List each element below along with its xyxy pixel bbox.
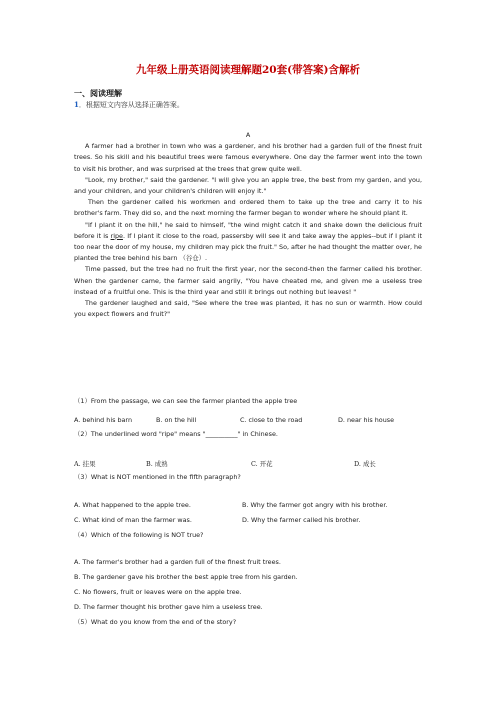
paragraph-6: The gardener laughed and said, "See where the tree was planted, it has no sun or warmth. How could you expect flowers and fruit?" [74,299,422,319]
q3-option-b: B. Why the farmer got angry with his brother. [242,501,388,509]
question-5-stem: （5）What do you know from the end of the story? [74,618,237,626]
instruction-text: ．根据短文内容从选择正确答案。 [78,101,184,109]
q4-option-d: D. The farmer thought his brother gave him a useless tree. [74,603,263,611]
paragraph-4-start: "If I plant it on the hill," he said to himself, "the wind might catch it and shake down the delicious fruit before it is [74,220,422,240]
q1-option-a: A. behind his barn [74,416,132,424]
paragraph-3: Then the gardener called his workmen and ordered them to take up the tree and carry it to his brother's farm. They did so, and the next morning the farmer began to wonder where he should plant it. [74,198,422,218]
paragraph-1: A farmer had a brother in town who was a gardener, and his brother had a garden full of the finest fruit trees. So his skill and his beautiful trees were famous everywhere. One day the farmer went into the town to visit his brother, and was surprised at the trees that grew quite well. [74,142,422,173]
q1-option-b: B. on the hill [156,416,197,424]
q1-option-d: D. near his house [338,416,394,424]
q4-option-a: A. The farmer's brother had a garden full of the finest fruit trees. [74,558,281,566]
paragraph-2: "Look, my brother," said the gardener. "I will give you an apple tree, the best from my garden, and you, and your children, and your children's children will enjoy it." [74,175,422,196]
paragraph-5: Time passed, but the tree had no fruit the first year, nor the second-then the farmer called his brother. When the gardener came, the farmer said angrily, "You have cheated me, and given me a useless tree instead of a fruitful one. This is the third year and still it brings out nothing but leaves! " [74,265,422,296]
paragraph-4 [74,220,422,265]
q4-option-c: C. No flowers, fruit or leaves were on the apple tree. [74,588,242,596]
section-heading: 一、阅读理解 [74,88,122,98]
question-4-stem: （4）Which of the following is NOT true? [74,531,204,539]
passage-letter: A [245,131,251,139]
q3-option-a: A. What happened to the apple tree. [74,501,191,509]
q1-option-c: C. close to the road [240,416,303,424]
document-title: 九年级上册英语阅读理解题20套(带答案)含解析 [135,64,361,76]
reading-passage [74,130,422,320]
q2-option-d: D. 成长 [354,460,376,468]
instruction [74,100,184,110]
question-1-stem: （1）From the passage, we can see the farmer planted the apple tree [74,397,298,405]
paragraph-4-end: . If I plant it close to the road, passersby will see it and take away the apples--but if I plant it too near the door of my house, my children may pick the fruit." So, after he had thought the matter over, he planted the tree behind his barn （谷仓）. [74,231,422,263]
q2-option-b: B. 成熟 [146,460,168,468]
q2-option-c: C. 开花 [251,460,273,468]
question-number: 1 [74,100,79,109]
q2-option-a: A. 挂果 [74,460,96,468]
q4-option-b: B. The gardener gave his brother the best apple tree from his garden. [74,573,298,581]
question-2-stem: （2）The underlined word "ripe" means "__________" in Chinese. [74,430,278,438]
q3-option-c: C. What kind of man the farmer was. [74,516,192,524]
q3-option-d: D. Why the farmer called his brother. [242,516,361,524]
underlined-word-ripe: ripe [110,231,123,240]
question-3-stem: （3）What is NOT mentioned in the fifth paragraph? [74,473,241,481]
